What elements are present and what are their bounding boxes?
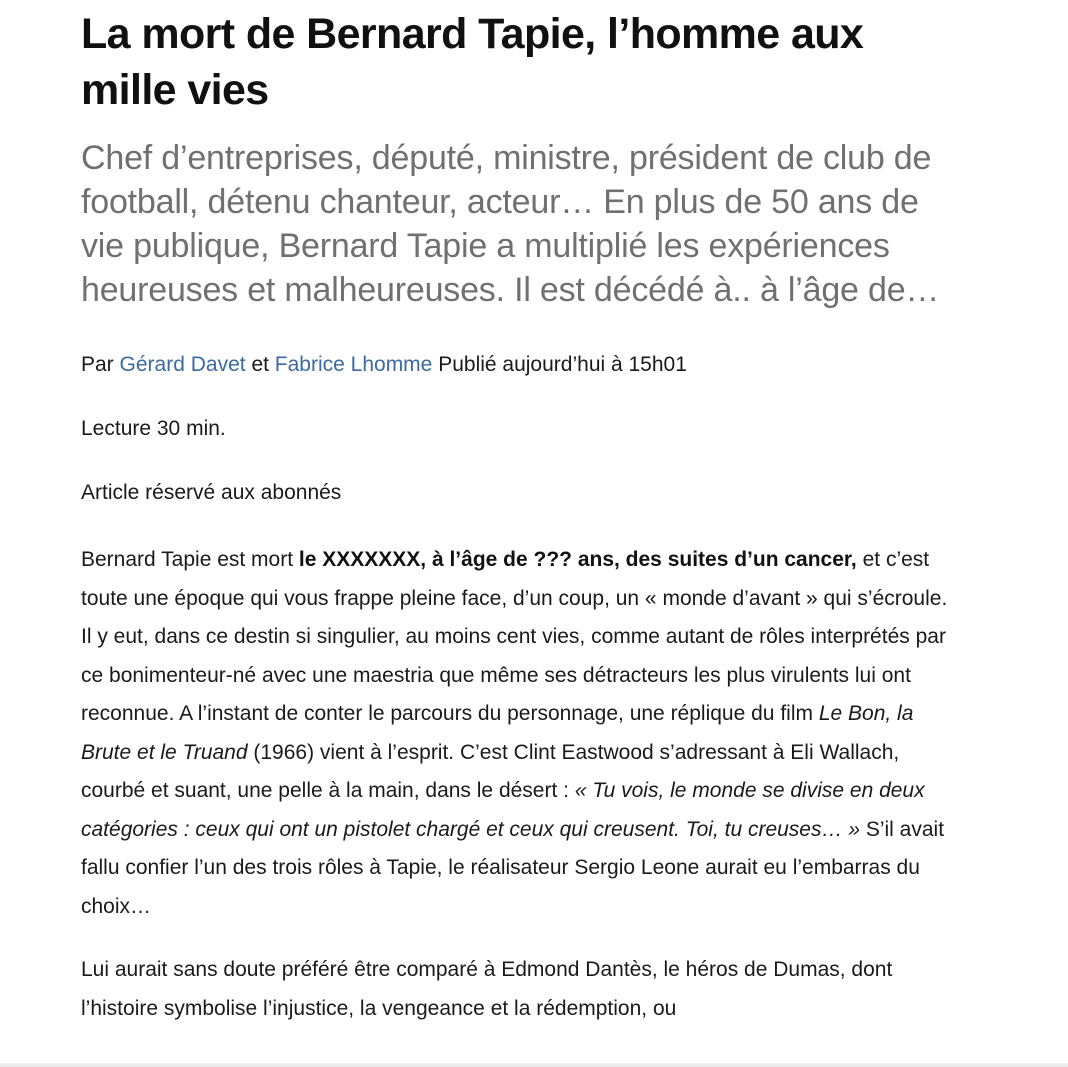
byline xyxy=(81,350,961,380)
article-paragraph-2: Lui aurait sans doute préféré être comparé à Edmond Dantès, le héros de Dumas, dont l’histoire symbolise l’injustice, la vengeance et la rédemption, ou xyxy=(81,958,893,1020)
paragraph-text: Bernard Tapie est mort xyxy=(81,548,299,571)
byline-prefix: Par xyxy=(81,353,114,376)
paragraph-text: (1966) vient à l’esprit. C’est Clint Eastwood s’adressant à Eli Wallach, courbé et suant, une pelle à la main, dans le désert : xyxy=(81,740,900,802)
byline-conjunction: et xyxy=(251,353,269,376)
paragraph-text: et c’est toute une époque qui vous frappe pleine face, d’un coup, un « monde d’avant » qui s’écroule. Il y eut, dans ce destin si singulier, au moins cent vies, comme autant de rôles interprétés par ce bonimenteur-né avec une maestria que même ses détracteurs les plus virulents lui ont reconnue. A l’instant de conter le parcours du personnage, une réplique du film xyxy=(81,548,948,725)
film-title: Le Bon, la Brute et le Truand xyxy=(81,702,914,764)
subscriber-note: Article réservé aux abonnés xyxy=(81,481,342,504)
publish-time: Publié aujourd’hui à 15h01 xyxy=(438,353,687,376)
paragraph-bold-text: le XXXXXXX, à l’âge de ??? ans, des suites d’un cancer, xyxy=(298,548,857,571)
article xyxy=(81,0,961,1028)
article-headline: La mort de Bernard Tapie, l’homme aux mille vies xyxy=(81,10,864,114)
author-link-gerard-davet[interactable]: Gérard Davet xyxy=(119,353,246,376)
bottom-edge-divider xyxy=(0,1063,1068,1067)
author-link-fabrice-lhomme[interactable]: Fabrice Lhomme xyxy=(274,353,433,376)
article-dek: Chef d’entreprises, député, ministre, président de club de football, détenu chanteur, acteur… En plus de 50 ans de vie publique, Bernard Tapie a multiplié les expériences heureuses et malheureuses. Il est décédé à.. à l’âge de… xyxy=(81,139,940,309)
reading-time: Lecture 30 min. xyxy=(81,417,226,440)
paragraph-text: S’il avait fallu confier l’un des trois rôles à Tapie, le réalisateur Sergio Leone aurait eu l’embarras du choix… xyxy=(81,817,945,918)
film-quote: « Tu vois, le monde se divise en deux catégories : ceux qui ont un pistolet chargé et ceux qui creusent. Toi, tu creuses… » xyxy=(81,779,925,841)
article-paragraph-1 xyxy=(81,541,961,926)
